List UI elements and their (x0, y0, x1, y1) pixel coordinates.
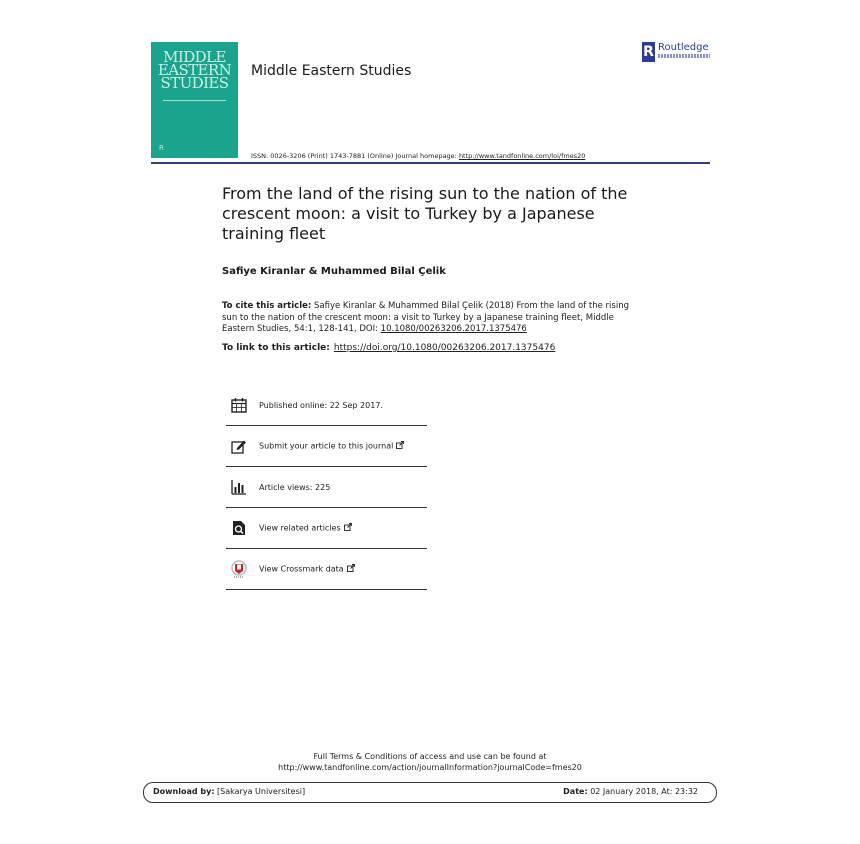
submit-article-text: Submit your article to this journal (259, 441, 394, 451)
downloaded-by-value: [Sakarya Universitesi] (214, 787, 306, 796)
terms-url[interactable]: http://www.tandfonline.com/action/journalInformation?journalCode=fmes20 (278, 763, 582, 772)
related-articles-link[interactable] (259, 523, 352, 533)
article-info-list (226, 385, 427, 590)
crossmark-item[interactable] (226, 549, 427, 590)
published-item (226, 385, 427, 426)
journal-name: Middle Eastern Studies (251, 63, 412, 79)
cover-title: MIDDLE EASTERN STUDIES (157, 48, 232, 92)
link-label: To link to this article: (222, 343, 330, 353)
external-link-icon (344, 523, 352, 533)
submit-article-item[interactable] (226, 426, 427, 467)
article-authors: Safiye Kiranlar & Muhammed Bilal Çelik (222, 266, 446, 277)
doi-link[interactable]: 10.1080/00263206.2017.1375476 (380, 324, 527, 334)
submit-article-link[interactable] (259, 441, 404, 451)
article-views-text: Article views: 225 (259, 482, 331, 492)
crossmark-icon (230, 560, 248, 578)
cite-label: To cite this article: (222, 301, 312, 311)
document-search-icon (230, 519, 248, 537)
routledge-tagline-mark (658, 54, 710, 58)
related-articles-text: View related articles (259, 523, 341, 533)
crossmark-text: View Crossmark data (259, 564, 344, 574)
crossmark-link[interactable] (259, 564, 355, 574)
terms-and-conditions (215, 751, 645, 773)
external-link-icon (396, 441, 404, 451)
terms-line-1: Full Terms & Conditions of access and use can be found at (313, 752, 547, 761)
article-link-block (222, 343, 555, 353)
article-doi-url[interactable]: https://doi.org/10.1080/00263206.2017.1375476 (333, 343, 556, 353)
download-date (563, 787, 698, 796)
header-rule (151, 162, 710, 164)
cover-band (163, 100, 226, 101)
journal-cover (151, 42, 238, 158)
download-date-value: 02 January 2018, At: 23:32 (587, 787, 698, 796)
journal-homepage-link[interactable]: http://www.tandfonline.com/loi/fmes20 (458, 152, 586, 160)
downloaded-by-label: Download by: (153, 787, 215, 796)
external-link-icon (347, 564, 355, 574)
citation-block (222, 301, 642, 336)
related-articles-item[interactable] (226, 508, 427, 549)
calendar-icon (230, 396, 248, 414)
edit-icon (230, 437, 248, 455)
cite-text: Safiye Kiranlar & Muhammed Bilal Çelik (2018) From the land of the rising sun to the nation of the crescent moon: a visit to Turkey by a Japanese training fleet, Middle Eastern Studies, 54:1, 128-141, DOI: (222, 301, 629, 334)
bar-chart-icon (230, 478, 248, 496)
downloaded-by (153, 787, 305, 796)
routledge-name: Routledge (658, 42, 709, 53)
article-title: From the land of the rising sun to the nation of the crescent moon: a visit to Turkey by a Japanese training fleet (222, 184, 628, 243)
download-info-bar (143, 782, 717, 803)
routledge-r-icon: R (643, 44, 654, 60)
download-date-label: Date: (563, 787, 588, 796)
published-text: Published online: 22 Sep 2017. (259, 400, 383, 410)
issn-text: ISSN: 0026-3206 (Print) 1743-7881 (Online) Journal homepage: (251, 152, 459, 160)
issn-line (251, 152, 585, 160)
article-views-item (226, 467, 427, 508)
cover-publisher-logo: R (159, 144, 164, 152)
